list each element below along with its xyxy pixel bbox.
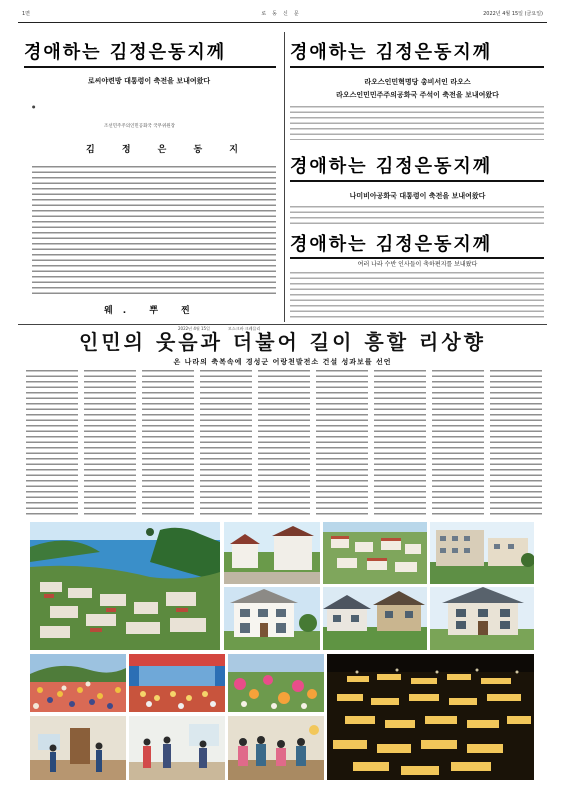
- left-headline: 경애하는 김정은동지께: [24, 42, 227, 63]
- right-body-text-1: [290, 106, 544, 140]
- right-headline-1-rule: [290, 66, 544, 68]
- signature-city: 모스크바 크레믈리: [228, 326, 261, 331]
- right-body-text-2: [290, 206, 544, 226]
- flower-celebration-photo: [228, 654, 324, 712]
- feature-body-col-5: [258, 370, 310, 518]
- left-mark: ●: [32, 104, 36, 109]
- signature: 웨. 뿌 찐: [104, 306, 200, 316]
- interior-room-photo: [30, 716, 126, 780]
- left-article: [18, 26, 280, 331]
- stage-performance-photo: [129, 654, 225, 712]
- white-house-photo: [224, 587, 320, 650]
- left-body-text: [32, 166, 276, 294]
- signature-date: 2022년 4월 15일: [178, 326, 210, 331]
- right-subhead-3: 여러 나라 수반 인사들이 축하편지를 보내왔다: [357, 261, 478, 268]
- left-headline-rule: [24, 66, 276, 68]
- masthead: [18, 8, 547, 23]
- apartment-houses-photo: [430, 522, 534, 584]
- feature-body-col-9: [490, 370, 542, 518]
- celebration-crowd-photo: [30, 654, 126, 712]
- newspaper-title: 로동신문: [261, 11, 305, 17]
- residents-greeting-photo: [228, 716, 324, 780]
- right-subhead-1b: 라오스인민민주주의공화국 주석이 축전을 보내여왔다: [336, 91, 499, 99]
- feature-body-col-7: [374, 370, 426, 518]
- right-headline-2: 경애하는 김정은동지께: [290, 156, 493, 177]
- feature-body-col-8: [432, 370, 484, 518]
- family-visit-photo: [129, 716, 225, 780]
- right-subhead-2: 나미비아공화국 대통령이 축전을 보내여왔다: [349, 192, 486, 200]
- villa-street-photo: [224, 522, 320, 584]
- column-divider: [284, 32, 285, 322]
- night-village-photo: [327, 654, 534, 780]
- feature-body-col-3: [142, 370, 194, 518]
- right-body-text-3: [290, 272, 544, 320]
- page-number: 1면: [22, 11, 31, 17]
- right-subhead-1a: 라오스인민혁명당 총비서인 라오스: [364, 78, 471, 86]
- feature-body-col-2: [84, 370, 136, 518]
- feature-body-col-1: [26, 370, 78, 518]
- feature-headline: 인민의 웃음과 더불어 길이 흥할 리상향: [79, 330, 486, 354]
- feature-subhead: 온 나라의 축복속에 경성군 어랑천발전소 건설 성과보를 선언: [173, 358, 392, 366]
- right-articles: [288, 26, 547, 326]
- bay-resort-photo: [30, 522, 220, 650]
- left-subhead: 로씨야련방 대통령이 축전을 보내여왔다: [87, 77, 211, 85]
- issue-date: 2022년 4월 15일 (금요일): [483, 11, 543, 17]
- right-headline-1: 경애하는 김정은동지께: [290, 42, 493, 63]
- feature-body-col-6: [316, 370, 368, 518]
- right-headline-2-rule: [290, 180, 544, 182]
- feature-body-col-4: [200, 370, 252, 518]
- recipient-label: 조선민주주의인민공화국 국무위원장: [104, 124, 175, 129]
- section-divider: [18, 324, 547, 325]
- right-headline-3: 경애하는 김정은동지께: [290, 234, 493, 255]
- suburban-house-photo: [430, 587, 534, 650]
- newspaper-page: [18, 8, 547, 792]
- garden-houses-photo: [323, 587, 427, 650]
- recipient-name: 김 정 은 동 지: [86, 145, 251, 155]
- village-aerial-photo: [323, 522, 427, 584]
